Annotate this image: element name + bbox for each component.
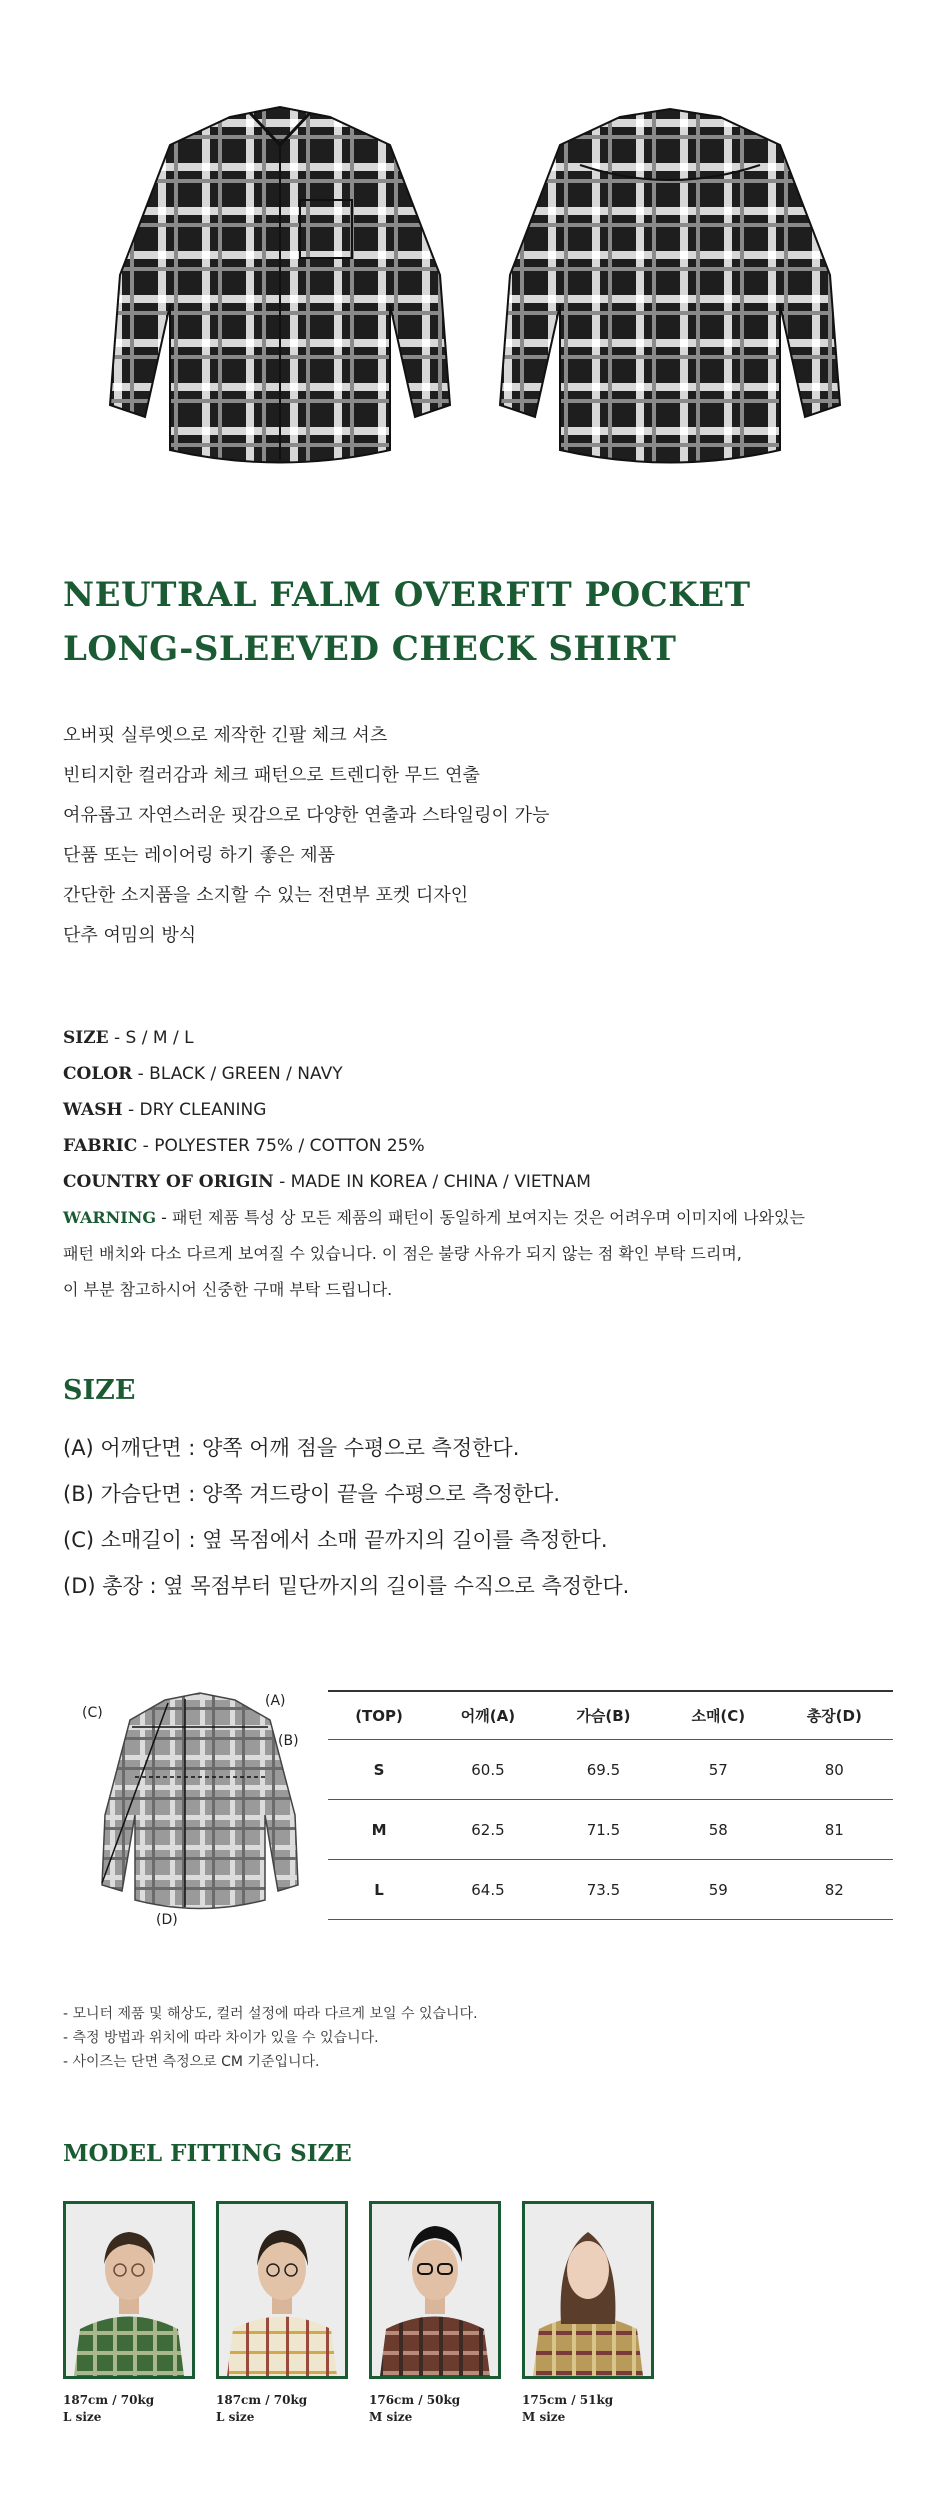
spec-fabric-value: - POLYESTER 75% / COTTON 25% [137, 1136, 425, 1156]
size-table-header-cell: 어깨(A) [430, 1691, 546, 1740]
product-photo-front [100, 105, 460, 485]
table-cell: M [328, 1800, 430, 1860]
description-line: 간단한 소지품을 소지할 수 있는 전면부 포켓 디자인 [63, 885, 469, 906]
size-table-header-cell: 가슴(B) [546, 1691, 661, 1740]
model-photo [369, 2201, 501, 2379]
table-cell: 64.5 [430, 1860, 546, 1920]
table-cell: 59 [661, 1860, 775, 1920]
spec-size-value: - S / M / L [108, 1028, 194, 1048]
model-photo [522, 2201, 654, 2379]
size-table-header-cell: 소매(C) [661, 1691, 775, 1740]
measurement-line: (B) 가슴단면 : 양쪽 겨드랑이 끝을 수평으로 측정한다. [63, 1482, 560, 1506]
table-cell: 80 [776, 1740, 893, 1800]
spec-size [63, 1020, 893, 1056]
model-card [369, 2201, 501, 2425]
size-table [328, 1690, 893, 1920]
size-table-header-cell: 총장(D) [776, 1691, 893, 1740]
model-stats: 187cm / 70kg [63, 2393, 155, 2407]
size-table-header [328, 1691, 893, 1740]
diagram-label-b: (B) [278, 1733, 299, 1749]
size-note: - 측정 방법과 위치에 따라 차이가 있을 수 있습니다. [63, 2030, 379, 2046]
table-row [328, 1860, 893, 1920]
model-card [216, 2201, 348, 2425]
model-stats: 175cm / 51kg [522, 2393, 614, 2407]
table-cell: 73.5 [546, 1860, 661, 1920]
table-cell: 58 [661, 1800, 775, 1860]
description-line: 여유롭고 자연스러운 핏감으로 다양한 연출과 스타일링이 가능 [63, 805, 550, 826]
table-cell: L [328, 1860, 430, 1920]
description-line: 빈티지한 컬러감과 체크 패턴으로 트렌디한 무드 연출 [63, 765, 480, 786]
spec-color-label: COLOR [63, 1064, 133, 1084]
spec-warning-text: - 패턴 제품 특성 상 모든 제품의 패턴이 동일하게 보여지는 것은 어려우며 이미지에 나와있는 [156, 1208, 805, 1227]
spec-color [63, 1056, 893, 1092]
measurement-line: (D) 총장 : 옆 목점부터 밑단까지의 길이를 수직으로 측정한다. [63, 1574, 630, 1598]
model-size: L size [216, 2410, 255, 2424]
description-line: 단품 또는 레이어링 하기 좋은 제품 [63, 845, 336, 866]
product-title [63, 568, 751, 676]
product-photo-back [490, 105, 850, 485]
measurement-guide [63, 1425, 629, 1609]
spec-size-label: SIZE [63, 1028, 109, 1048]
size-table-header-cell: (TOP) [328, 1691, 430, 1740]
description-line: 단추 여밈의 방식 [63, 925, 197, 946]
model-size: L size [63, 2410, 102, 2424]
spec-warning-line3: 이 부분 참고하시어 신중한 구매 부탁 드립니다. [63, 1280, 393, 1299]
table-cell: 82 [776, 1860, 893, 1920]
diagram-label-a: (A) [265, 1693, 286, 1709]
size-note: - 사이즈는 단면 측정으로 CM 기준입니다. [63, 2054, 320, 2070]
spec-fabric-label: FABRIC [63, 1136, 138, 1156]
table-cell: 60.5 [430, 1740, 546, 1800]
model-stats: 176cm / 50kg [369, 2393, 461, 2407]
spec-wash-value: - DRY CLEANING [122, 1100, 267, 1120]
size-diagram-shirt [70, 1685, 310, 1945]
model-fitting-heading: MODEL FITTING SIZE [63, 2140, 352, 2167]
table-cell: 57 [661, 1740, 775, 1800]
spec-fabric [63, 1128, 893, 1164]
table-cell: 69.5 [546, 1740, 661, 1800]
measurement-line: (C) 소매길이 : 옆 목점에서 소매 끝까지의 길이를 측정한다. [63, 1528, 608, 1552]
table-cell: 81 [776, 1800, 893, 1860]
size-heading: SIZE [63, 1375, 136, 1406]
model-stats: 187cm / 70kg [216, 2393, 308, 2407]
model-photo [216, 2201, 348, 2379]
table-cell: S [328, 1740, 430, 1800]
spec-origin-value: - MADE IN KOREA / CHINA / VIETNAM [273, 1172, 591, 1192]
spec-wash-label: WASH [63, 1100, 123, 1120]
product-title-line2: LONG-SLEEVED CHECK SHIRT [63, 629, 677, 669]
table-row [328, 1800, 893, 1860]
size-diagram [70, 1685, 310, 1945]
model-size: M size [522, 2410, 566, 2424]
model-card [63, 2201, 195, 2425]
model-size: M size [369, 2410, 413, 2424]
spec-warning-label: WARNING [63, 1208, 157, 1227]
spec-warning-line2: 패턴 배치와 다소 다르게 보여질 수 있습니다. 이 점은 불량 사유가 되지 않는 점 확인 부탁 드리며, [63, 1244, 742, 1263]
diagram-label-c: (C) [82, 1705, 103, 1721]
spec-warning [63, 1200, 893, 1236]
spec-origin [63, 1164, 893, 1200]
spec-color-value: - BLACK / GREEN / NAVY [132, 1064, 343, 1084]
product-specs [63, 1020, 893, 1308]
product-description [63, 716, 549, 956]
spec-origin-label: COUNTRY OF ORIGIN [63, 1172, 274, 1192]
size-notes [63, 2002, 478, 2074]
spec-wash [63, 1092, 893, 1128]
diagram-label-d: (D) [156, 1912, 178, 1928]
table-cell: 62.5 [430, 1800, 546, 1860]
product-title-line1: NEUTRAL FALM OVERFIT POCKET [63, 575, 751, 615]
table-row [328, 1740, 893, 1800]
model-card [522, 2201, 654, 2425]
model-photo [63, 2201, 195, 2379]
size-note: - 모니터 제품 및 해상도, 컬러 설정에 따라 다르게 보일 수 있습니다. [63, 2006, 478, 2022]
table-cell: 71.5 [546, 1800, 661, 1860]
description-line: 오버핏 실루엣으로 제작한 긴팔 체크 셔츠 [63, 725, 388, 746]
measurement-line: (A) 어깨단면 : 양쪽 어깨 점을 수평으로 측정한다. [63, 1436, 520, 1460]
